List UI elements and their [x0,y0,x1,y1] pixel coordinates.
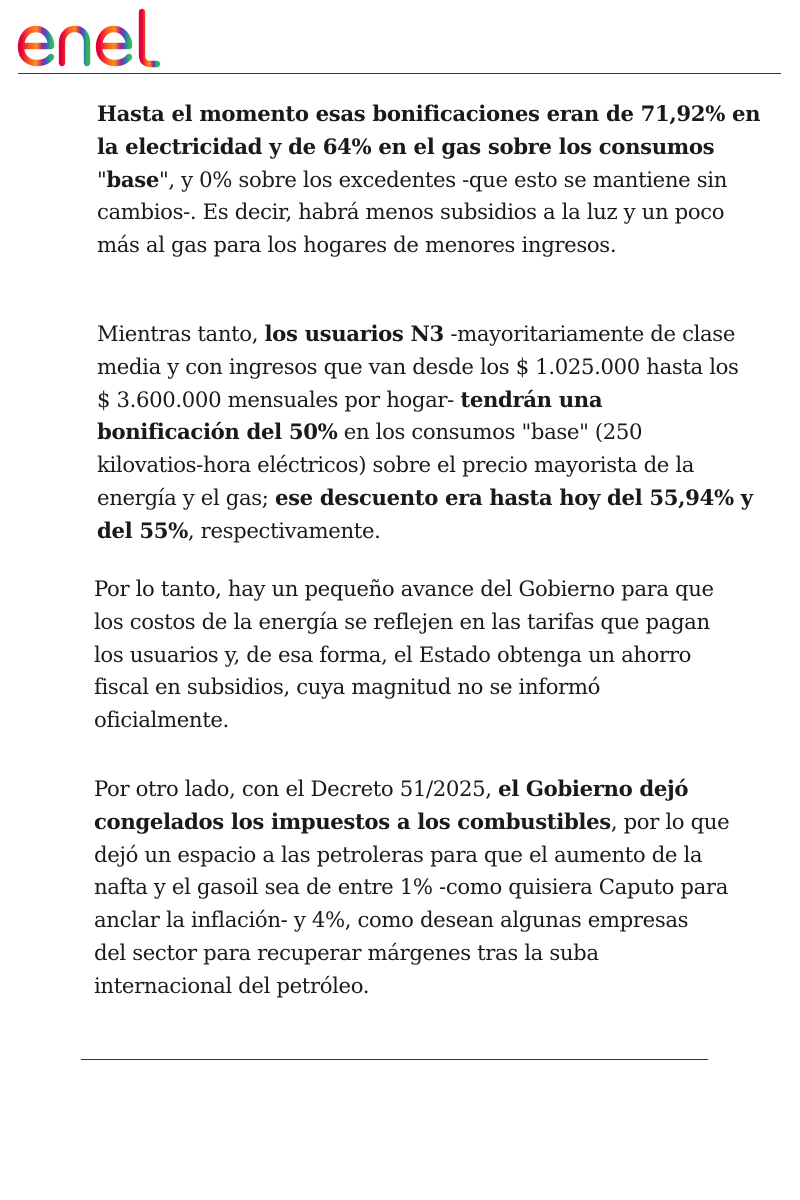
text-segment: internacional del petróleo. [94,972,370,998]
text-segment: Mientras tanto, [97,321,265,346]
text-line [94,704,714,737]
text-segment: fiscal en subsidios, cuya magnitud no se informó [94,674,601,700]
text-line [97,351,753,384]
bold-text: ese descuento era hasta hoy del 55,94% y [274,484,753,510]
text-segment: anclar la inflación- y 4%, como desean algunas empresas [94,907,689,933]
text-segment: nafta y el gasoil sea de entre 1% -como quisiera Caputo para [94,874,728,900]
text-line [97,131,760,164]
text-line [97,98,760,131]
text-line [97,416,753,449]
text-line [94,639,714,672]
text-line [94,671,714,704]
text-segment: , respectivamente. [187,517,381,543]
text-line [97,384,753,417]
text-segment: más al gas para los hogares de menores ingresos. [97,232,617,258]
text-segment: dejó un espacio a las petroleras para que el aumento de la [94,841,703,867]
text-line [97,318,753,351]
text-line [94,970,729,1003]
article-paragraph [94,573,714,737]
text-line [94,904,729,937]
text-segment: oficialmente. [94,707,229,733]
bold-text: los usuarios N3 [264,321,444,346]
text-segment: del sector para recuperar márgenes tras la suba [94,939,599,965]
text-segment: los usuarios y, de esa forma, el Estado obtenga un ahorro [94,641,692,667]
text-segment: , por lo que [610,808,730,834]
page-header [0,0,800,76]
text-line [94,871,729,904]
bold-text: tendrán una [460,386,603,412]
text-line [97,164,760,197]
text-line [97,449,753,482]
article-paragraph [94,773,729,1003]
text-segment: ", y 0% sobre los excedentes -que esto se mantiene sin [158,166,727,192]
bold-text: Hasta el momento esas bonificaciones eran de 71,92% en [97,101,761,126]
text-line [97,515,753,548]
bold-text: el Gobierno dejó [498,776,689,801]
text-line [94,773,729,806]
text-line [94,937,729,970]
bold-text: bonificación del 50% [97,419,338,445]
text-segment: -mayoritariamente de clase [443,321,736,346]
text-segment: media y con ingresos que van desde los $ 1.025.000 hasta los [97,353,739,379]
footer-divider [81,1059,708,1060]
text-segment: en los consumos "base" (250 [337,419,643,445]
text-line [94,806,729,839]
header-divider [18,73,781,74]
text-segment: kilovatios-hora eléctricos) sobre el precio mayorista de la [97,452,695,478]
article-paragraph [97,98,760,262]
text-segment: Por otro lado, con el Decreto 51/2025, [94,776,499,801]
enel-logo[interactable] [16,8,172,70]
text-segment: Por lo tanto, hay un pequeño avance del Gobierno para que [94,576,714,601]
text-line [94,606,714,639]
text-line [94,573,714,606]
text-segment: energía y el gas; [97,484,275,510]
text-segment: cambios-. Es decir, habrá menos subsidios a la luz y un poco [97,199,725,225]
bold-text: la electricidad y de 64% en el gas sobre los consumos [97,133,715,159]
text-line [97,482,753,515]
article-paragraph [97,318,753,548]
text-segment: $ 3.600.000 mensuales por hogar- [97,386,461,412]
text-line [94,839,729,872]
text-line [97,196,760,229]
bold-text: congelados los impuestos a los combustibles [94,808,611,834]
text-segment: los costos de la energía se reflejen en las tarifas que pagan [94,608,710,634]
bold-text: del 55% [97,517,188,543]
bold-text: base [106,166,159,192]
text-line [97,229,760,262]
text-segment: " [97,166,107,192]
